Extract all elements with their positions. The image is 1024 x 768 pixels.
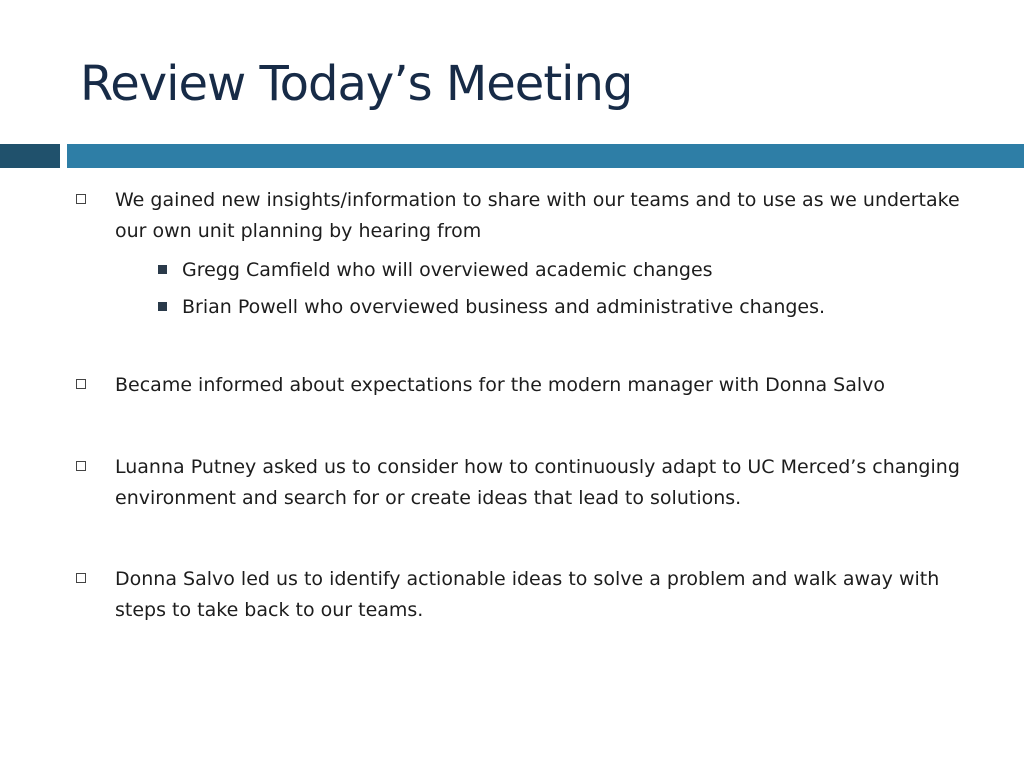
slide-title: Review Today’s Meeting — [80, 56, 633, 112]
sub-bullet-text: Gregg Camfield who will overviewed academic changes — [182, 259, 713, 281]
square-bullet-icon — [76, 379, 86, 389]
bullet-text: We gained new insights/information to share with our teams and to use as we undertake our own unit planning by hearing from — [115, 189, 960, 242]
sub-bullet-text: Brian Powell who overviewed business and administrative changes. — [182, 296, 826, 318]
bullet-text: Luanna Putney asked us to consider how to continuously adapt to UC Merced’s changing environment and search for or create ideas that lead to solutions. — [115, 456, 960, 509]
bullet-text: Became informed about expectations for the modern manager with Donna Salvo — [115, 374, 886, 396]
square-bullet-icon — [76, 461, 86, 471]
filled-square-bullet-icon — [158, 302, 167, 311]
square-bullet-icon — [76, 573, 86, 583]
square-bullet-icon — [76, 194, 86, 204]
bullet-text: Donna Salvo led us to identify actionable ideas to solve a problem and walk away with steps to take back to our teams. — [115, 568, 940, 621]
filled-square-bullet-icon — [158, 265, 167, 274]
